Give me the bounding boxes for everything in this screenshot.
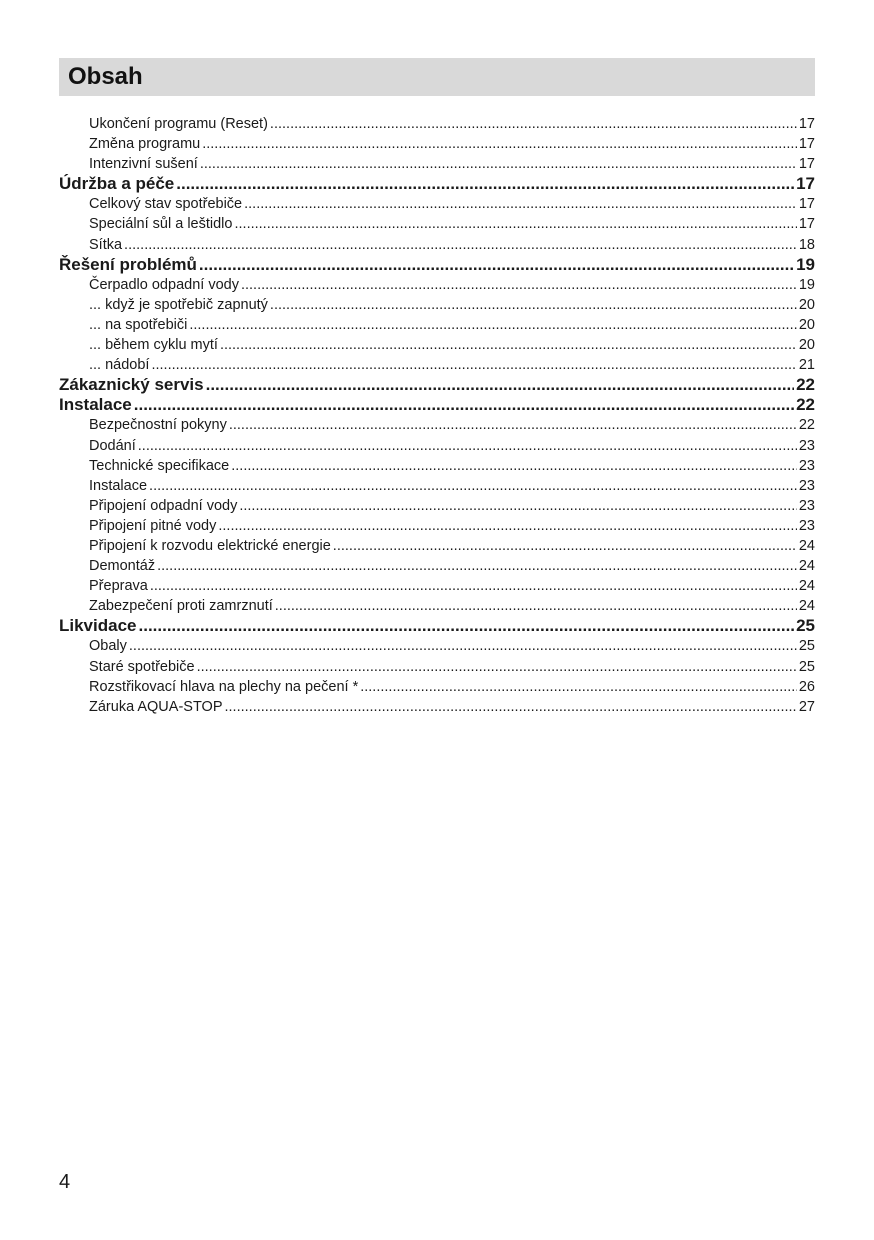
toc-subentry[interactable] [59, 335, 815, 355]
toc-entry-page: 19 [798, 276, 815, 293]
toc-dot-leader [333, 536, 797, 556]
toc-dot-leader [231, 456, 797, 476]
toc-dot-leader [229, 415, 797, 435]
toc-entry-title: Sítka [89, 236, 123, 253]
toc-entry-title: Instalace [89, 477, 148, 494]
toc-entry-title: Likvidace [59, 616, 137, 636]
toc-dot-leader [139, 616, 795, 636]
page-number: 4 [59, 1171, 71, 1193]
toc-dot-leader [206, 375, 794, 395]
toc-dot-leader [151, 355, 796, 375]
toc-entry-page: 24 [798, 558, 815, 575]
toc-entry-page: 23 [798, 437, 815, 454]
toc-entry-page: 19 [796, 254, 815, 274]
toc-chapter-entry[interactable] [59, 255, 815, 275]
toc-subentry[interactable] [59, 154, 815, 174]
toc-dot-leader [218, 516, 797, 536]
toc-dot-leader [234, 214, 796, 234]
toc-subentry[interactable] [59, 275, 815, 295]
toc-entry-page: 23 [798, 517, 815, 534]
toc-subentry[interactable] [59, 516, 815, 536]
toc-entry-page: 25 [798, 638, 815, 655]
toc-subentry[interactable] [59, 636, 815, 656]
toc-subentry[interactable] [59, 677, 815, 697]
toc-subentry[interactable] [59, 235, 815, 255]
toc-entry-page: 22 [798, 417, 815, 434]
toc-dot-leader [157, 556, 797, 576]
toc-entry-title: Čerpadlo odpadní vody [89, 276, 239, 293]
toc-entry-page: 24 [798, 537, 815, 554]
toc-entry-title: Demontáž [89, 558, 156, 575]
toc-subentry[interactable] [59, 134, 815, 154]
toc-entry-title: Obaly [89, 638, 127, 655]
toc-dot-leader [200, 154, 797, 174]
toc-entry-title: Připojení k rozvodu elektrické energie [89, 537, 331, 554]
toc-entry-page: 23 [798, 497, 815, 514]
toc-subentry[interactable] [59, 355, 815, 375]
toc-entry-page: 25 [796, 616, 815, 636]
toc-entry-title: ... když je spotřebič zapnutý [89, 296, 268, 313]
toc-dot-leader [220, 335, 797, 355]
toc-entry-title: ... na spotřebiči [89, 316, 188, 333]
toc-entry-page: 20 [798, 316, 815, 333]
toc-subentry[interactable] [59, 315, 815, 335]
toc-dot-leader [239, 496, 797, 516]
toc-entry-page: 27 [798, 698, 815, 715]
toc-entry-page: 17 [798, 136, 815, 153]
toc-subentry[interactable] [59, 436, 815, 456]
toc-chapter-entry[interactable] [59, 616, 815, 636]
toc-dot-leader [134, 395, 794, 415]
toc-entry-page: 26 [798, 678, 815, 695]
toc-entry-title: Připojení odpadní vody [89, 497, 238, 514]
toc-entry-title: Instalace [59, 395, 132, 415]
toc-dot-leader [149, 476, 797, 496]
toc-dot-leader [275, 596, 797, 616]
toc-entry-title: ... nádobí [89, 357, 150, 374]
toc-entry-title: Připojení pitné vody [89, 517, 217, 534]
toc-dot-leader [199, 255, 794, 275]
toc-dot-leader [129, 636, 797, 656]
toc-entry-title: Celkový stav spotřebiče [89, 196, 243, 213]
toc-subentry[interactable] [59, 415, 815, 435]
toc-dot-leader [225, 697, 797, 717]
section-header-bar [59, 58, 815, 96]
toc-dot-leader [124, 235, 797, 255]
toc-entry-page: 22 [796, 375, 815, 395]
toc-chapter-entry[interactable] [59, 395, 815, 415]
toc-entry-title: Technické specifikace [89, 457, 230, 474]
toc-entry-page: 21 [798, 357, 815, 374]
toc-entry-title: Údržba a péče [59, 174, 175, 194]
toc-entry-title: Dodání [89, 437, 136, 454]
toc-subentry[interactable] [59, 697, 815, 717]
toc-subentry[interactable] [59, 295, 815, 315]
table-of-contents [59, 114, 815, 717]
page-title: Obsah [68, 63, 143, 90]
toc-subentry[interactable] [59, 576, 815, 596]
toc-subentry[interactable] [59, 476, 815, 496]
toc-entry-page: 23 [798, 477, 815, 494]
toc-entry-page: 20 [798, 337, 815, 354]
toc-entry-page: 17 [798, 216, 815, 233]
toc-dot-leader [270, 295, 797, 315]
toc-chapter-entry[interactable] [59, 174, 815, 194]
toc-entry-title: Záruka AQUA-STOP [89, 698, 223, 715]
toc-dot-leader [270, 114, 797, 134]
toc-entry-title: Speciální sůl a leštidlo [89, 216, 233, 233]
toc-entry-page: 24 [798, 578, 815, 595]
toc-dot-leader [202, 134, 797, 154]
toc-entry-page: 24 [798, 598, 815, 615]
toc-entry-title: ... během cyklu mytí [89, 337, 218, 354]
toc-entry-title: Zabezpečení proti zamrznutí [89, 598, 273, 615]
toc-subentry[interactable] [59, 194, 815, 214]
toc-subentry[interactable] [59, 456, 815, 476]
toc-dot-leader [244, 194, 797, 214]
toc-entry-title: Přeprava [89, 578, 148, 595]
toc-subentry[interactable] [59, 556, 815, 576]
toc-entry-page: 23 [798, 457, 815, 474]
toc-entry-page: 18 [798, 236, 815, 253]
toc-entry-page: 17 [796, 174, 815, 194]
toc-entry-title: Ukončení programu (Reset) [89, 116, 268, 132]
toc-entry-title: Řešení problémů [59, 254, 197, 274]
toc-dot-leader [360, 677, 797, 697]
toc-entry-title: Rozstřikovací hlava na plechy na pečení * [89, 678, 359, 695]
toc-entry-page: 20 [798, 296, 815, 313]
toc-dot-leader [197, 657, 797, 677]
toc-subentry[interactable] [59, 214, 815, 234]
toc-dot-leader [138, 436, 797, 456]
toc-subentry[interactable] [59, 536, 815, 556]
toc-entry-title: Zákaznický servis [59, 375, 204, 395]
toc-chapter-entry[interactable] [59, 375, 815, 395]
toc-dot-leader [176, 174, 794, 194]
toc-entry-page: 17 [798, 196, 815, 213]
toc-subentry[interactable] [59, 114, 815, 134]
toc-entry-page: 17 [798, 116, 815, 132]
toc-subentry[interactable] [59, 657, 815, 677]
toc-dot-leader [189, 315, 797, 335]
toc-subentry[interactable] [59, 596, 815, 616]
toc-subentry[interactable] [59, 496, 815, 516]
toc-entry-page: 22 [796, 395, 815, 415]
toc-entry-title: Intenzivní sušení [89, 156, 198, 173]
toc-entry-page: 17 [798, 156, 815, 173]
toc-dot-leader [150, 576, 797, 596]
toc-dot-leader [241, 275, 797, 295]
toc-entry-title: Bezpečnostní pokyny [89, 417, 227, 434]
toc-entry-title: Staré spotřebiče [89, 658, 195, 675]
toc-entry-title: Změna programu [89, 136, 201, 153]
toc-entry-page: 25 [798, 658, 815, 675]
